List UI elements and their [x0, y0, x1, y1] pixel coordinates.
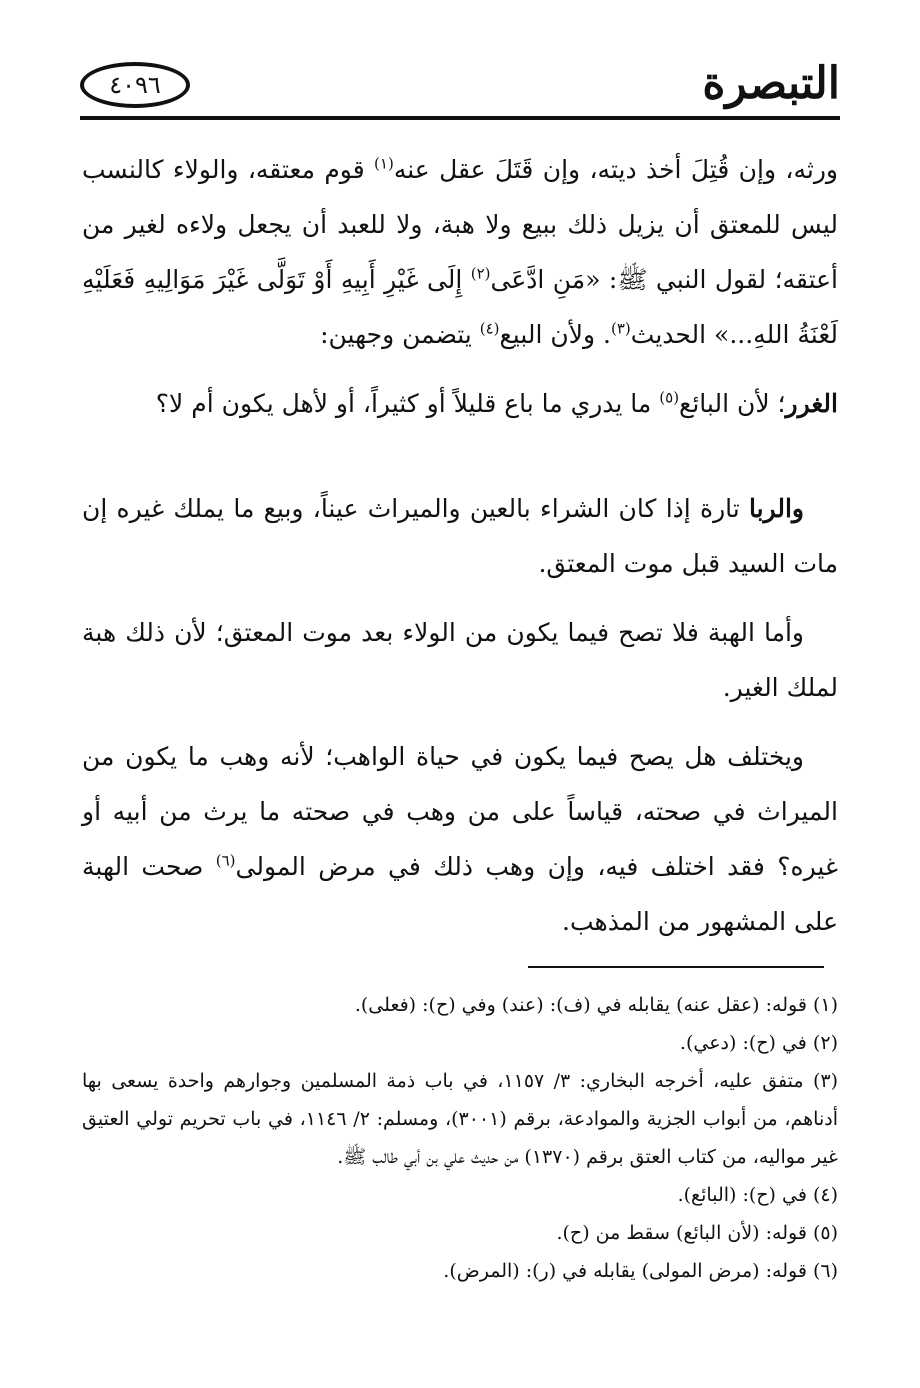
footnote-ref-1[interactable]: (١) [374, 154, 394, 173]
paragraph-2 [82, 376, 838, 431]
footnote-2: (٢) في (ح): (دعي). [679, 1032, 838, 1054]
footnote-6: (٦) قوله: (مرض المولى) يقابله في (ر): (المرض). [443, 1260, 838, 1282]
footnote-divider [528, 966, 824, 968]
paragraph-text: ويختلف هل يصح فيما يكون في حياة الواهب؛ لأنه وهب ما يكون من الميراث في صحته، قياساً على من وهب في صحته ما يرث من أبيه أو غيره؟ فقد اختلف فيه، وإن وهب ذلك في مرض المولى [82, 742, 839, 881]
paragraph-text: يتضمن وجهين: [320, 320, 480, 349]
paragraph-text: تارة إذا كان الشراء بالعين والميراث عيناً، وبيع ما يملك غيره إن مات السيد قبل موت المعتق. [82, 494, 838, 578]
paragraph-gap [82, 445, 838, 481]
paragraph-1 [82, 142, 838, 362]
hadith-quote: إِلَى غَيْرِ أَبِيهِ أَوْ تَوَلَّى غَيْرَ مَوَالِيهِ فَعَلَيْهِ لَعْنَةُ اللهِ...» الحديث [82, 265, 838, 349]
footnote-4: (٤) في (ح): (البائع). [677, 1184, 838, 1206]
header-rule [80, 116, 840, 120]
book-title: التبصرة [702, 58, 840, 109]
paragraph-4 [82, 605, 838, 715]
paragraph-text: صحت الهبة على المشهور من المذهب. [82, 852, 838, 936]
bold-term-gharar: الغرر [785, 389, 838, 418]
paragraph-text: . ولأن البيع [499, 320, 611, 349]
paragraph-text: وأما الهبة فلا تصح فيما يكون من الولاء بعد موت المعتق؛ لأن ذلك هبة لملك الغير. [82, 618, 838, 702]
paragraph-3 [82, 481, 838, 591]
footnote-ref-3[interactable]: (٣) [610, 319, 631, 338]
footnotes [82, 986, 838, 1290]
footnote-3: (٣) متفق عليه، أخرجه البخاري: ٣/ ١١٥٧، في باب ذمة المسلمين وجوارهم واحدة يسعى بها أدناهم، من أبواب الجزية والموادعة، برقم (٣٠٠١)، ومسلم: ٢/ ١١٤٦، في باب تحريم تولي العتيق غير مواليه، من كتاب العتق برقم (١٣٧٠) من حديث علي بن أبي طالب ﷺ. [82, 1070, 839, 1168]
main-text [82, 142, 838, 963]
footnote-ref-5[interactable]: (٥) [659, 388, 680, 407]
footnote-ref-4[interactable]: (٤) [479, 319, 500, 338]
paragraph-text: ما يدري ما باع قليلاً أو كثيراً، أو لأهل يكون أم لا؟ [155, 389, 660, 418]
footnote-ref-2[interactable]: (٢) [470, 264, 491, 283]
paragraph-5 [82, 729, 838, 949]
footnote-5: (٥) قوله: (لأن البائع) سقط من (ح). [556, 1222, 838, 1244]
footnote-ref-6[interactable]: (٦) [215, 851, 236, 870]
page-number: ٤٠٩٦ [109, 71, 161, 99]
bold-term-riba: والربا [748, 494, 804, 523]
footnote-1: (١) قوله: (عقل عنه) يقابله في (ف): (عند) وفي (ح): (فعلى). [354, 994, 838, 1016]
paragraph-text: ؛ لأن البائع [679, 389, 786, 418]
page-header [80, 48, 840, 128]
paragraph-text: قوم معتقه، والولاء كالنسب ليس للمعتق أن يزيل ذلك ببيع ولا هبة، ولا للعبد أن يجعل ولاءه لغير من أعتقه؛ لقول النبي ﷺ: «مَنِ ادَّعَى [82, 155, 838, 294]
paragraph-text: ورثه، وإن قُتِلَ أخذ ديته، وإن قَتَلَ عقل عنه [393, 155, 838, 184]
